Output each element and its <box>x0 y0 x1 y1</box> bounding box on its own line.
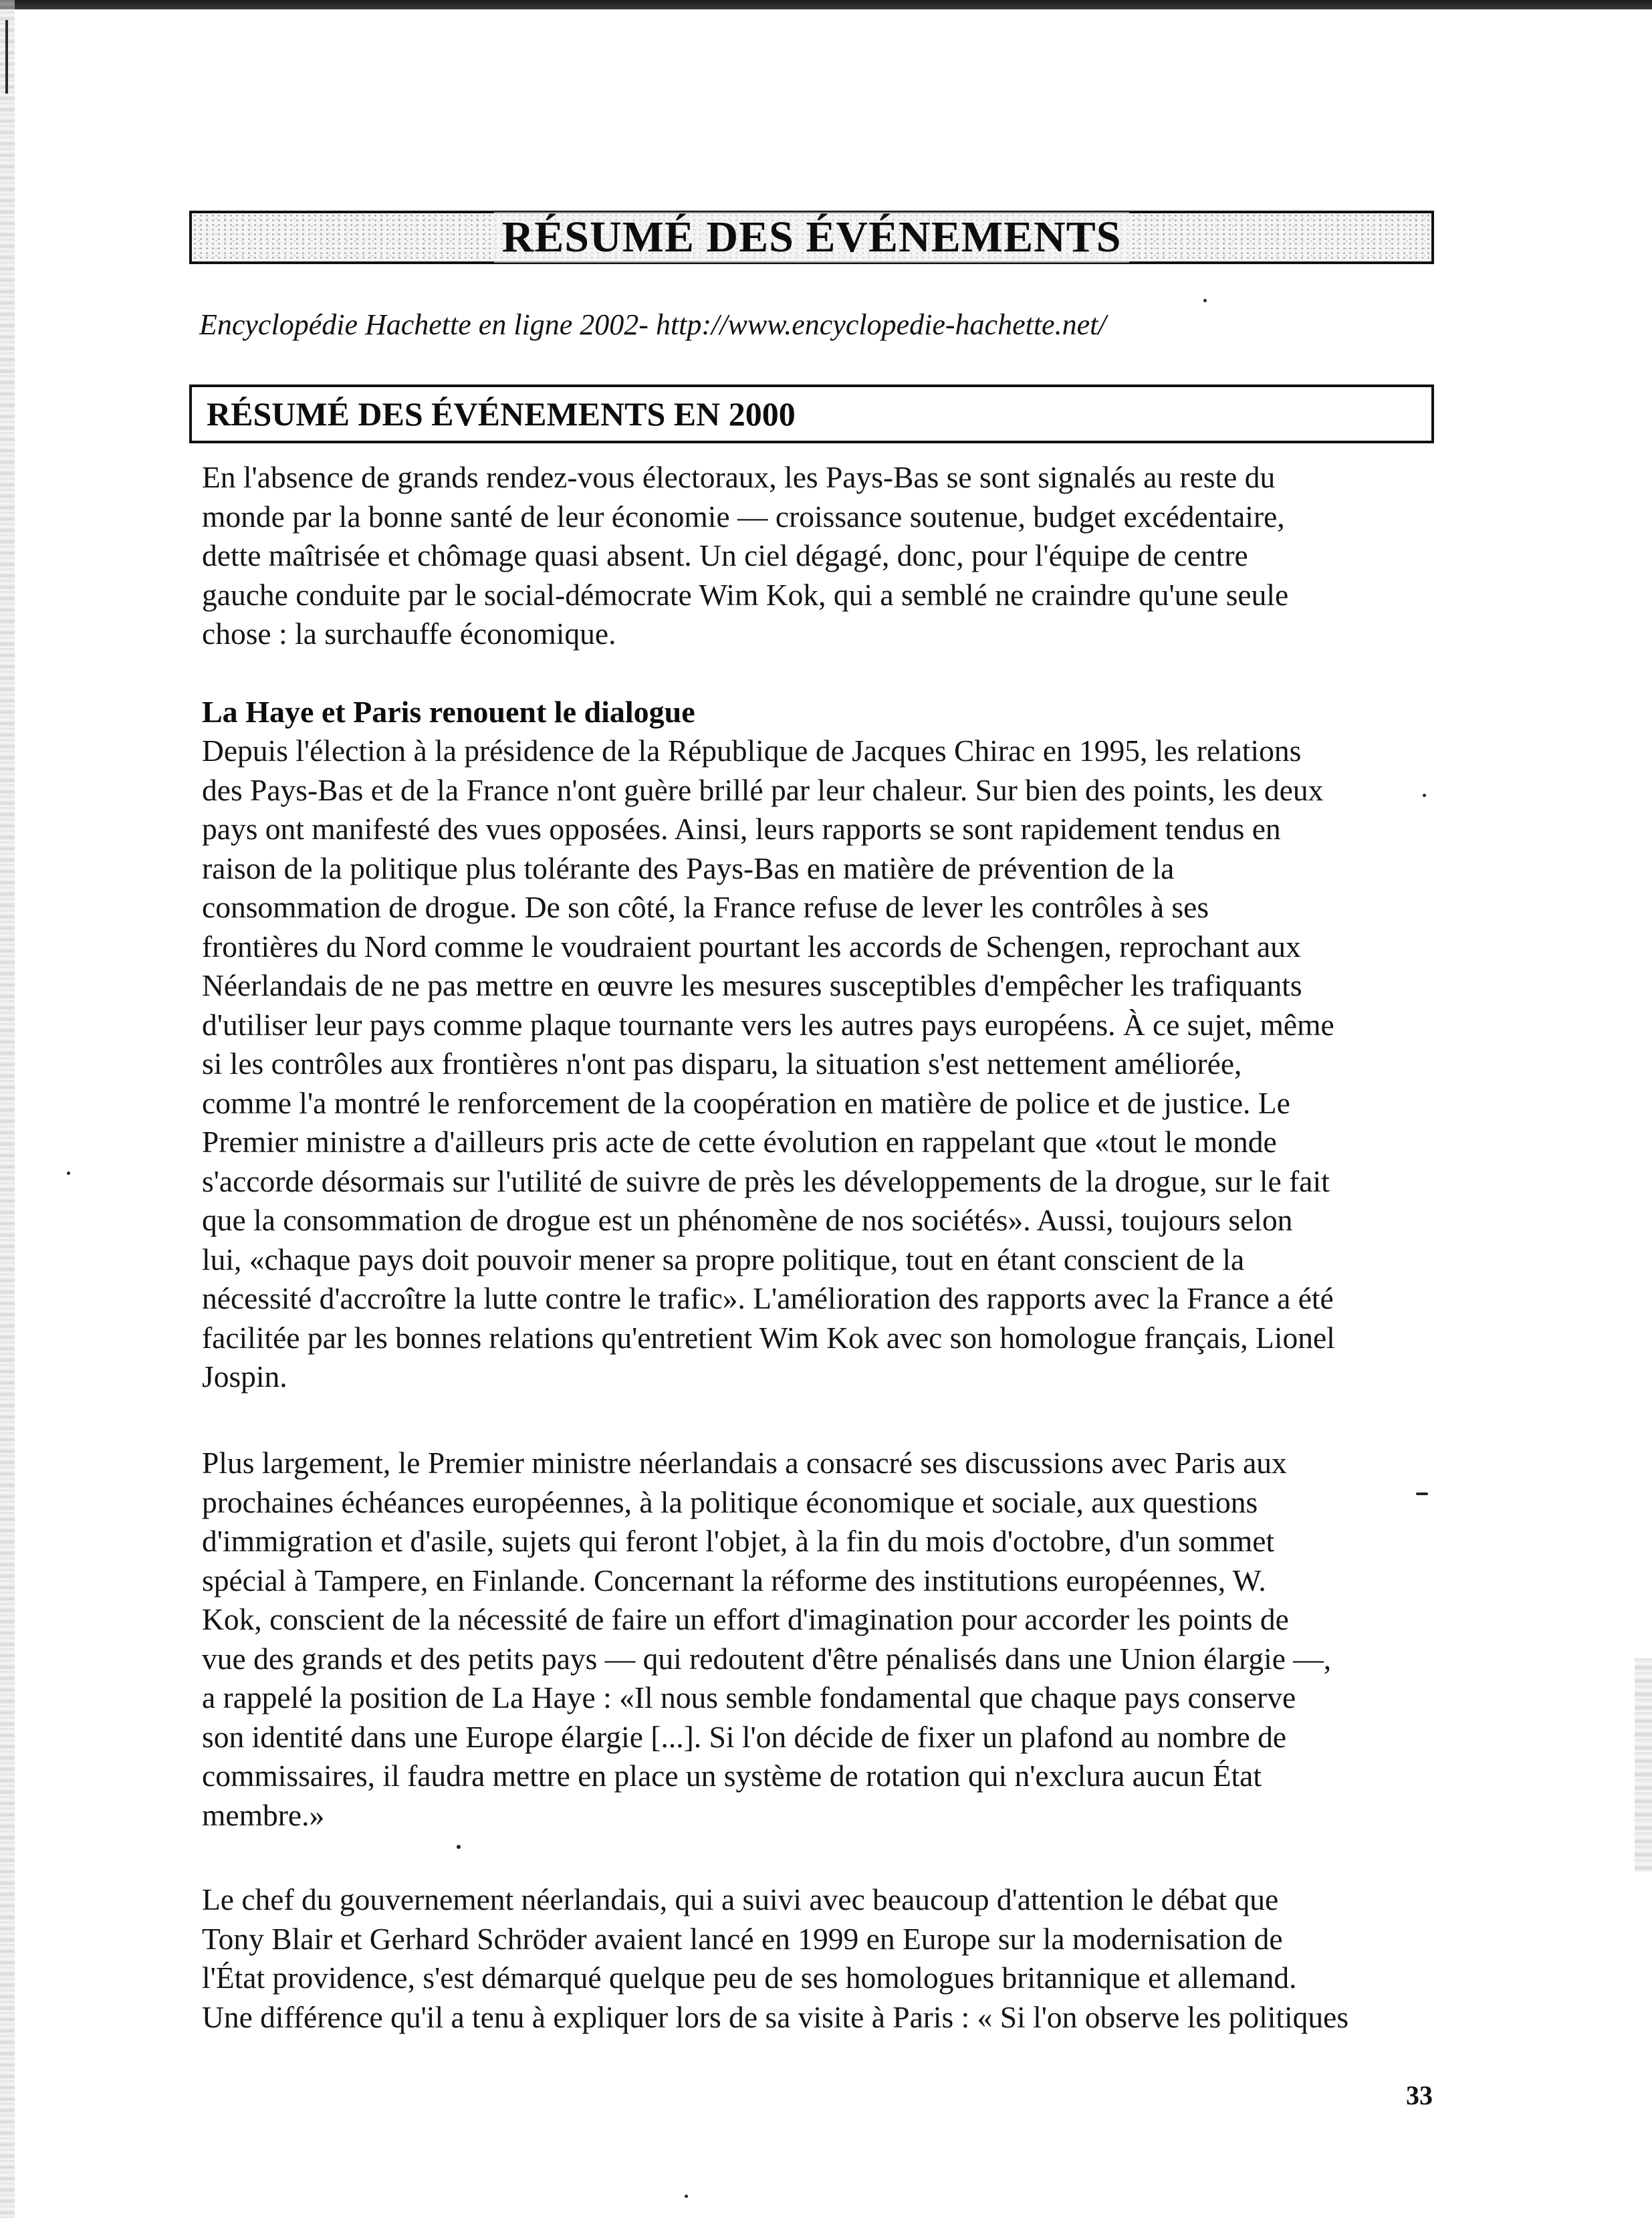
text-line: Kok, conscient de la nécessité de faire un effort d'imagination pour accorder les points de <box>202 1602 1289 1636</box>
text-line: prochaines échéances européennes, à la politique économique et sociale, aux questions <box>202 1484 1258 1519</box>
paragraph-2 <box>202 1444 1459 1835</box>
source-citation: Encyclopédie Hachette en ligne 2002- http://www.encyclopedie-hachette.net/ <box>199 308 1106 341</box>
section-title: RÉSUMÉ DES ÉVÉNEMENTS EN 2000 <box>207 395 796 433</box>
text-line: a rappelé la position de La Haye : «Il nous semble fondamental que chaque pays conserve <box>202 1680 1296 1714</box>
text-line: En l'absence de grands rendez-vous électoraux, les Pays-Bas se sont signalés au reste du <box>202 460 1276 494</box>
text-line: spécial à Tampere, en Finlande. Concernant la réforme des institutions européennes, W. <box>202 1563 1266 1597</box>
text-line: vue des grands et des petits pays — qui redoutent d'être pénalisés dans une Union élargie —, <box>202 1641 1332 1676</box>
scan-speck <box>457 1845 461 1849</box>
text-line: facilitée par les bonnes relations qu'entretient Wim Kok avec son homologue français, Lionel <box>202 1320 1335 1355</box>
page-title: RÉSUMÉ DES ÉVÉNEMENTS <box>494 212 1130 263</box>
text-line: l'État providence, s'est démarqué quelque peu de ses homologues britannique et allemand. <box>202 1961 1297 1995</box>
subheading: La Haye et Paris renouent le dialogue <box>202 695 695 729</box>
text-line: d'immigration et d'asile, sujets qui feront l'objet, à la fin du mois d'octobre, d'un sommet <box>202 1524 1275 1558</box>
text-line: monde par la bonne santé de leur économie — croissance soutenue, budget excédentaire, <box>202 499 1285 534</box>
text-line: membre.» <box>202 1797 325 1832</box>
text-line: nécessité d'accroître la lutte contre le trafic». L'amélioration des rapports avec la France a été <box>202 1281 1334 1315</box>
text-line: Néerlandais de ne pas mettre en œuvre les mesures susceptibles d'empêcher les trafiquants <box>202 968 1302 1002</box>
text-line: Premier ministre a d'ailleurs pris acte de cette évolution en rappelant que «tout le monde <box>202 1125 1277 1159</box>
page-number: 33 <box>1406 2080 1433 2110</box>
text-line: comme l'a montré le renforcement de la coopération en matière de police et de justice. Le <box>202 1085 1290 1120</box>
intro-paragraph <box>202 458 1459 654</box>
text-line: raison de la politique plus tolérante des Pays-Bas en matière de prévention de la <box>202 851 1175 885</box>
text-line: son identité dans une Europe élargie [...]. Si l'on décide de fixer un plafond au nombre de <box>202 1719 1287 1754</box>
text-line: Jospin. <box>202 1359 287 1394</box>
paragraph-3 <box>202 1880 1459 2037</box>
text-line: Le chef du gouvernement néerlandais, qui a suivi avec beaucoup d'attention le débat que <box>202 1882 1279 1916</box>
text-line: si les contrôles aux frontières n'ont pas disparu, la situation s'est nettement améliorée, <box>202 1046 1242 1081</box>
section-header-box <box>189 384 1434 443</box>
scan-binding-mark <box>5 20 8 94</box>
text-line: Tony Blair et Gerhard Schröder avaient lancé en 1999 en Europe sur la modernisation de <box>202 1921 1283 1956</box>
scan-speck <box>685 2195 688 2198</box>
text-line: chose : la surchauffe économique. <box>202 617 616 651</box>
scan-right-edge <box>1635 1658 1652 1872</box>
text-line: gauche conduite par le social-démocrate Wim Kok, qui a semblé ne craindre qu'une seule <box>202 577 1289 612</box>
paragraph-1 <box>202 732 1459 1397</box>
scan-speck <box>1203 299 1207 302</box>
text-line: pays ont manifesté des vues opposées. Ainsi, leurs rapports se sont rapidement tendus en <box>202 812 1281 846</box>
scan-left-edge <box>0 0 15 2218</box>
text-line: Plus largement, le Premier ministre néerlandais a consacré ses discussions avec Paris aux <box>202 1446 1287 1480</box>
scan-speck <box>67 1172 70 1175</box>
scan-speck <box>1416 1492 1428 1495</box>
text-line: frontières du Nord comme le voudraient pourtant les accords de Schengen, reprochant aux <box>202 929 1301 964</box>
text-line: consommation de drogue. De son côté, la France refuse de lever les contrôles à ses <box>202 890 1209 924</box>
text-line: dette maîtrisée et chômage quasi absent. Un ciel dégagé, donc, pour l'équipe de centre <box>202 538 1248 572</box>
text-line: lui, «chaque pays doit pouvoir mener sa propre politique, tout en étant conscient de la <box>202 1242 1245 1277</box>
title-banner <box>189 211 1434 264</box>
text-line: Depuis l'élection à la présidence de la République de Jacques Chirac en 1995, les relations <box>202 734 1302 768</box>
scan-speck <box>1423 794 1426 797</box>
text-line: des Pays-Bas et de la France n'ont guère brillé par leur chaleur. Sur bien des points, les deux <box>202 772 1324 807</box>
text-line: Une différence qu'il a tenu à expliquer lors de sa visite à Paris : « Si l'on observe les politiques <box>202 1999 1349 2034</box>
scan-top-edge <box>0 0 1652 9</box>
text-line: commissaires, il faudra mettre en place un système de rotation qui n'exclura aucun État <box>202 1759 1262 1793</box>
text-line: d'utiliser leur pays comme plaque tournante vers les autres pays européens. À ce sujet, même <box>202 1007 1334 1042</box>
text-line: s'accorde désormais sur l'utilité de suivre de près les développements de la drogue, sur le fait <box>202 1163 1330 1198</box>
text-line: que la consommation de drogue est un phénomène de nos sociétés». Aussi, toujours selon <box>202 1203 1293 1237</box>
